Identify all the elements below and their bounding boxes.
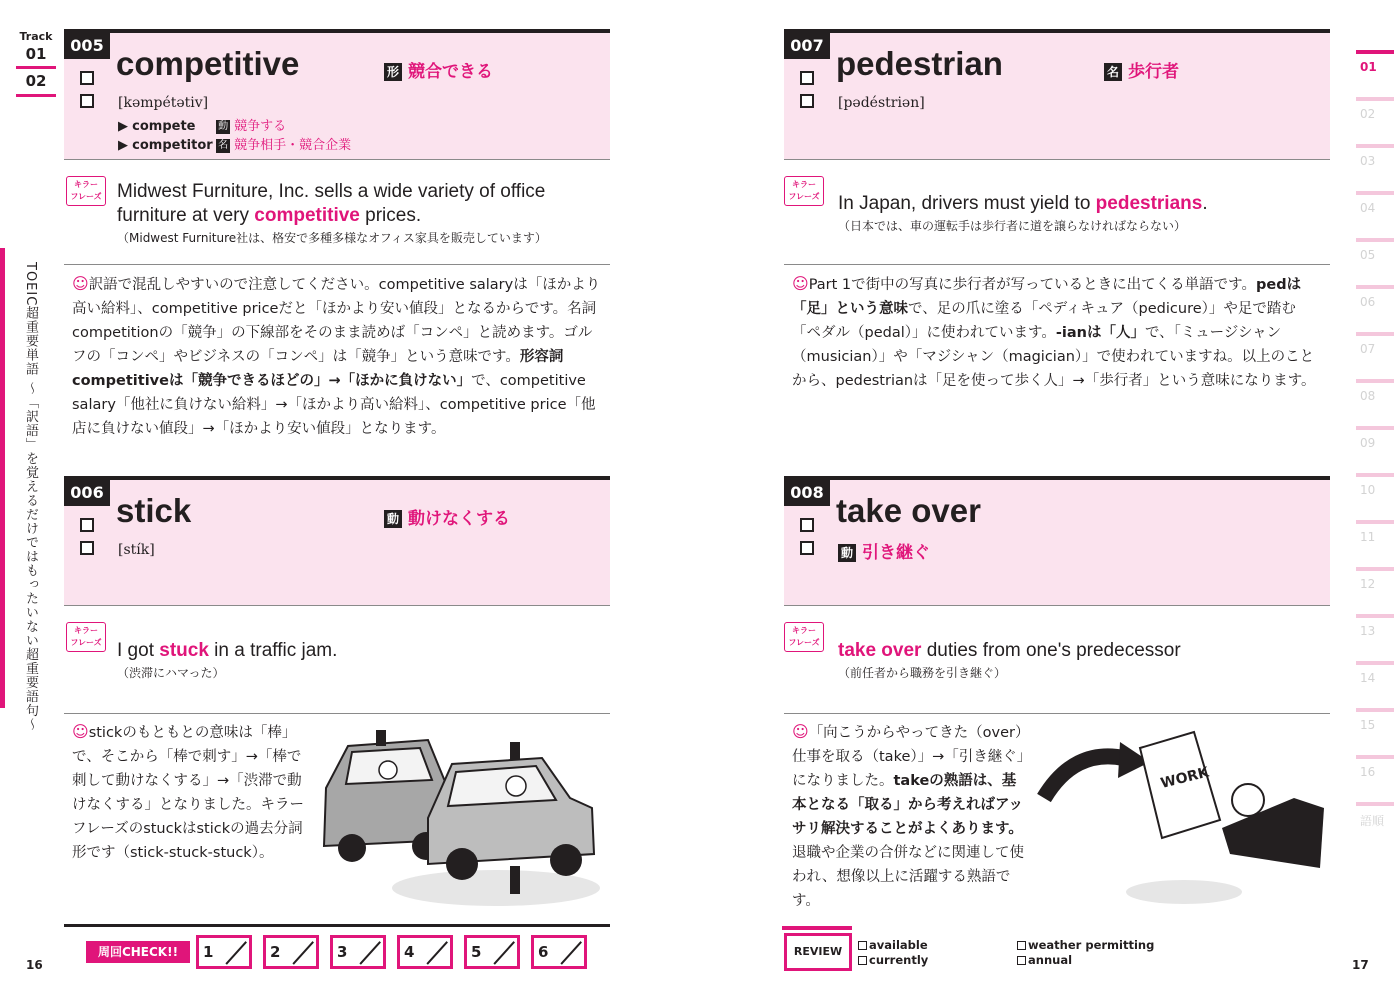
round-check-box[interactable]: 3 [330,935,386,969]
round-check-box[interactable]: 1 [196,935,252,969]
entry-number: 005 [64,33,110,59]
index-tab-label: 14 [1360,671,1376,685]
meaning-text: 動けなくする [408,509,510,529]
index-tab-label: 13 [1360,624,1376,638]
index-tab-label: 11 [1360,530,1376,544]
index-tab-16[interactable] [1356,755,1394,779]
part-of-speech-badge: 動 [838,544,856,562]
car-front-icon [428,742,594,894]
pronunciation: [pədéstriən] [838,95,925,111]
killer-phrase: In Japan, drivers must yield to pedestrians. [838,193,1208,214]
arrow-icon [1044,756,1124,798]
divider [784,713,1330,714]
meaning [384,504,510,529]
checkbox[interactable] [858,941,867,950]
index-tab-label: 01 [1360,60,1377,74]
index-tab-label: 02 [1360,107,1376,121]
index-tab-03[interactable] [1356,144,1394,168]
part-of-speech-badge: 名 [1104,63,1122,81]
killer-phrase-badge: キラー フレーズ [784,176,824,206]
killer-phrase: take over duties from one's predecessor [838,640,1181,661]
index-tab-05[interactable] [1356,238,1394,262]
meaning [838,538,930,563]
smile-icon: ☺ [72,274,89,293]
part-of-speech-badge: 動 [384,510,402,528]
index-tab-bar [1356,520,1394,524]
index-tab-bar [1356,144,1394,148]
index-tab-bar [1356,614,1394,618]
derived-form: ▶ competitor 名 競争相手・競合企業 [118,138,352,153]
part-of-speech-badge: 名 [218,139,229,151]
page-number-left: 16 [26,958,43,972]
headword: pedestrian [836,45,1003,82]
track-indicator [14,30,58,100]
index-tab-label: 09 [1360,436,1376,450]
meaning-text: 引き継ぐ [862,543,930,563]
index-tab-04[interactable] [1356,191,1394,215]
index-tab-label: 12 [1360,577,1376,591]
index-tab-bar [1356,802,1394,806]
checkbox-1[interactable] [80,71,94,85]
index-tab-label: 10 [1360,483,1376,497]
entry-header-008 [784,476,1330,606]
entry-header-006 [64,476,610,606]
key-word: take over [838,640,922,661]
index-tab-14[interactable] [1356,661,1394,685]
index-tab-08[interactable] [1356,379,1394,403]
index-tab-bar [1356,285,1394,289]
checkbox-1[interactable] [800,71,814,85]
explanation: ☺Part 1で街中の写真に歩行者が写っているときに出てくる単語です。pedは「足」という意味で、足の爪に塗る「ペディキュア（pedicure）」や足で踏む「ペダル（pedal）」に使われています。-ianは「人」で、「ミュージシャン（musician）」や「マジシャン（magician）」で使われていますね。以上のことから、pedestrianは「足を使って歩く人」→「歩行者」という意味になります。 [792,274,1316,389]
checkbox-1[interactable] [80,518,94,532]
index-tab-13[interactable] [1356,614,1394,638]
index-tab-10[interactable] [1356,473,1394,497]
index-tab-label: 07 [1360,342,1376,356]
index-tab-bar [1356,332,1394,336]
index-tab-09[interactable] [1356,426,1394,450]
checkbox-2[interactable] [80,94,94,108]
index-tab-bar [1356,426,1394,430]
explanation: ☺stickのもともとの意味は「棒」で、そこから「棒で刺す」→「棒で刺して動けなくする」→「渋滞で動けなくする」となりました。キラーフレーズのstuckはstickの過去分詞形です（stick-stuck-stuck）。 [72,722,304,861]
index-tab-label: 15 [1360,718,1376,732]
checkbox-1[interactable] [800,518,814,532]
derived-word: compete [132,119,196,134]
divider [784,264,1330,265]
index-tab-label: 05 [1360,248,1376,262]
phrase-translation: （前任者から職務を引き継ぐ） [838,666,1007,680]
index-tab-15[interactable] [1356,708,1394,732]
round-check-box[interactable]: 2 [263,935,319,969]
index-tab-11[interactable] [1356,520,1394,544]
phrase-translation: （渋滞にハマった） [117,666,225,680]
checkbox[interactable] [1017,956,1026,965]
derived-form: ▶ compete 動 競争する [118,119,287,134]
meaning-text: 歩行者 [1128,62,1179,82]
entry-number: 007 [784,33,830,59]
phrase-translation: （日本では、車の運転手は歩行者に道を譲らなければならない） [838,219,1187,233]
track-number-1: 01 [25,45,47,63]
meaning [384,57,493,82]
entry-header-007 [784,29,1330,160]
entry-number: 006 [64,480,110,506]
index-tab-01[interactable] [1356,50,1394,74]
checkbox-2[interactable] [800,94,814,108]
derived-word: competitor [132,138,213,153]
checkbox[interactable] [1017,941,1026,950]
meaning-text: 競合できる [408,62,493,82]
entry-number: 008 [784,480,830,506]
traffic-jam-illustration [316,728,608,908]
checkbox-2[interactable] [800,541,814,555]
checkbox-2[interactable] [80,541,94,555]
page-number-right: 17 [1352,958,1369,972]
headword: take over [836,492,981,529]
index-tab-label: 語順 [1360,814,1385,828]
take-over-illustration [1034,728,1326,908]
index-tab-bar [1356,473,1394,477]
checkbox[interactable] [858,956,867,965]
smile-icon: ☺ [792,722,809,741]
headword: stick [116,492,192,529]
derived-meaning: 競争する [234,119,287,134]
divider [64,713,610,714]
index-tab-02[interactable] [1356,97,1394,121]
index-tab-label: 03 [1360,154,1376,168]
pronunciation: [stík] [118,542,155,558]
round-check-label: 周回CHECK!! [86,941,190,963]
key-word: pedestrians [1095,193,1203,214]
index-tab-label: 06 [1360,295,1376,309]
footer-rule [64,924,610,927]
headword: competitive [116,45,300,82]
index-tab-06[interactable] [1356,285,1394,309]
work-paper-icon [1140,732,1220,838]
meaning [1104,57,1179,82]
side-accent-bar [0,248,5,708]
ground-shadow [1126,880,1242,904]
index-tab-label: 04 [1360,201,1376,215]
review-item[interactable]: currently [858,953,928,967]
work-label: WORK [1159,764,1211,792]
index-tab-label: 16 [1360,765,1376,779]
key-word: stuck [159,640,209,661]
index-tab-bar [1356,238,1394,242]
killer-phrase-badge: キラー フレーズ [66,622,106,652]
index-tab-12[interactable] [1356,567,1394,591]
index-tab-bar [1356,567,1394,571]
index-tab-07[interactable] [1356,332,1394,356]
explanation: ☺訳語で混乱しやすいので注意してください。competitive salaryは「ほかより高い給料」、competitive priceだと「ほかより安い値段」となるからです。名詞competitionの「競争」の下線部をそのまま読めば「コンペ」と読めます。ゴルフの「コンペ」やビジネスの「コンペ」は「競争」という意味です。形容詞competitiveは「競争できるほどの」→「ほかに負けない」で、competitive salary「他社に負けない給料」→「ほかより高い給料」、competitive price「他店に負けない値段」→「ほかより安い値段」となります。 [72,274,601,437]
part-of-speech-badge: 動 [218,120,229,132]
index-tab-語順[interactable] [1356,802,1394,829]
track-label: Track [19,30,53,43]
round-check-box[interactable]: 6 [531,935,587,969]
killer-phrase-badge: キラー フレーズ [66,176,106,206]
index-tab-bar [1356,755,1394,759]
index-tab-label: 08 [1360,389,1376,403]
derived-forms [118,117,351,155]
round-check-box[interactable]: 4 [397,935,453,969]
derived-meaning: 競争相手・競合企業 [234,138,352,153]
killer-phrase: I got stuck in a traffic jam. [117,640,338,661]
index-tab-bar [1356,708,1394,712]
killer-phrase: Midwest Furniture, Inc. sells a wide variety of office furniture at very competitive prices. [117,181,546,226]
review-item[interactable]: annual [1017,953,1072,967]
review-label: REVIEW [784,933,852,971]
killer-phrase-badge: キラー フレーズ [784,622,824,652]
person-head-icon [1232,784,1264,816]
pronunciation: [kəmpétətiv] [118,95,209,111]
index-tab-bar [1356,379,1394,383]
review-item[interactable]: weather permitting [1017,938,1154,952]
track-underline [16,94,56,97]
index-tab-bar [1356,97,1394,101]
round-check-box[interactable]: 5 [464,935,520,969]
key-word: competitive [254,205,360,226]
smile-icon: ☺ [72,722,89,741]
index-tab-bar [1356,661,1394,665]
track-divider [16,66,56,69]
index-tab-bar [1356,191,1394,195]
smile-icon: ☺ [792,274,809,293]
phrase-translation: （Midwest Furniture社は、格安で多種多様なオフィス家具を販売しています） [117,231,547,245]
explanation: ☺「向こうからやってきた（over）仕事を取る（take）」→「引き継ぐ」になりました。takeの熟語は、基本となる「取る」から考えればアッサリ解決することがよくあります。退職や企業の合併などに関連して使われ、想像以上に活躍する熟語です。 [792,722,1025,909]
divider [64,264,610,265]
index-tab-bar [1356,50,1394,54]
review-arrow-icon [782,926,852,930]
review-item[interactable]: available [858,938,928,952]
side-title: TOEIC超重要単語 〜「訳語」を覚えるだけではもったいない超重要語句〜 [23,262,38,732]
part-of-speech-badge: 形 [384,63,402,81]
entry-header-005 [64,29,610,160]
track-number-2: 02 [25,72,47,90]
